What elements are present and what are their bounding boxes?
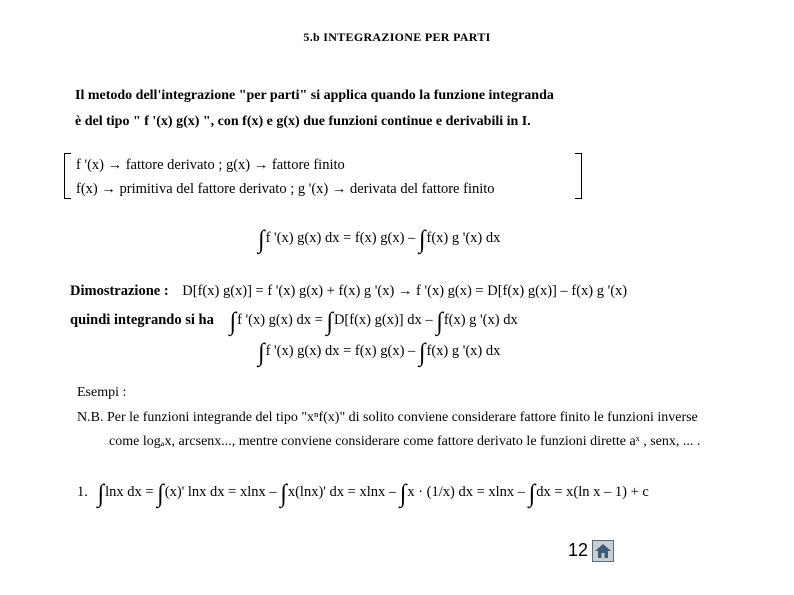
nb-line-2: come logₐx, arcsenx..., mentre conviene considerare come fattore derivato le funzioni dirette aˣ , senx, ... . xyxy=(109,434,701,449)
integral-sign: ∫ xyxy=(528,480,536,508)
integral-sign: ∫ xyxy=(258,339,265,367)
example1-part1: lnx dx = xyxy=(105,484,158,500)
box-bracket-right xyxy=(575,153,582,199)
nb-line-1: N.B. Per le funzioni integrande del tipo "xⁿf(x)" di solito conviene considerare fattore finito le funzioni inverse xyxy=(77,410,698,425)
dimostrazione-label: Dimostrazione : xyxy=(70,283,169,299)
home-icon[interactable] xyxy=(592,540,614,562)
example1-part5: dx = x(ln x – 1) + c xyxy=(536,484,649,500)
example1-part2: (x)' lnx dx = xlnx – xyxy=(164,484,281,500)
integral-sign: ∫ xyxy=(258,226,265,254)
quindi-rhs: f(x) g '(x) dx xyxy=(443,312,518,328)
example1-part4: x · (1/x) dx = xlnx – xyxy=(407,484,529,500)
home-icon-glyph xyxy=(593,541,613,561)
example-number: 1. xyxy=(77,484,88,500)
example-1 xyxy=(77,482,649,506)
quindi-mid: D[f(x) g(x)] dx – xyxy=(333,312,437,328)
integral-sign: ∫ xyxy=(418,339,426,367)
esempi-label: Esempi : xyxy=(77,385,127,400)
intro-line-1: Il metodo dell'integrazione "per parti" si applica quando la funzione integranda xyxy=(75,88,554,103)
formula1-lhs: f '(x) g(x) dx = f(x) g(x) – xyxy=(265,230,419,246)
quindi-row xyxy=(70,310,518,334)
integral-sign: ∫ xyxy=(280,480,287,508)
integral-sign: ∫ xyxy=(229,308,237,336)
dimostrazione-equation: D[f(x) g(x)] = f '(x) g(x) + f(x) g '(x) → f '(x) g(x) = D[f(x) g(x)] – f(x) g '(x) xyxy=(182,283,628,299)
quindi-label: quindi integrando si ha xyxy=(70,312,214,328)
formula1-rhs: f(x) g '(x) dx xyxy=(426,230,501,246)
example1-part3: x(lnx)' dx = xlnx – xyxy=(287,484,400,500)
integral-sign: ∫ xyxy=(97,480,105,508)
box-line-1: f '(x) → fattore derivato ; g(x) → fattore finito xyxy=(76,157,345,173)
box-bracket-left xyxy=(64,153,71,199)
intro-line-2: è del tipo " f '(x) g(x) ", con f(x) e g(x) due funzioni continue e derivabili in I. xyxy=(75,114,531,129)
quindi-lhs: f '(x) g(x) dx = xyxy=(237,312,327,328)
integral-sign: ∫ xyxy=(399,480,407,508)
integral-sign: ∫ xyxy=(326,308,333,336)
dimostrazione-row xyxy=(70,283,627,300)
integral-sign: ∫ xyxy=(418,226,426,254)
page-title: 5.b INTEGRAZIONE PER PARTI xyxy=(303,30,491,44)
formula-integration-by-parts xyxy=(258,228,500,252)
formula2-rhs: f(x) g '(x) dx xyxy=(426,343,501,359)
integral-sign: ∫ xyxy=(157,480,164,508)
page-number: 12 xyxy=(568,540,589,560)
integral-sign: ∫ xyxy=(436,308,443,336)
box-line-2: f(x) → primitiva del fattore derivato ; g '(x) → derivata del fattore finito xyxy=(76,181,495,197)
formula2-lhs: f '(x) g(x) dx = f(x) g(x) – xyxy=(265,343,419,359)
formula-integration-by-parts-result xyxy=(258,341,500,365)
